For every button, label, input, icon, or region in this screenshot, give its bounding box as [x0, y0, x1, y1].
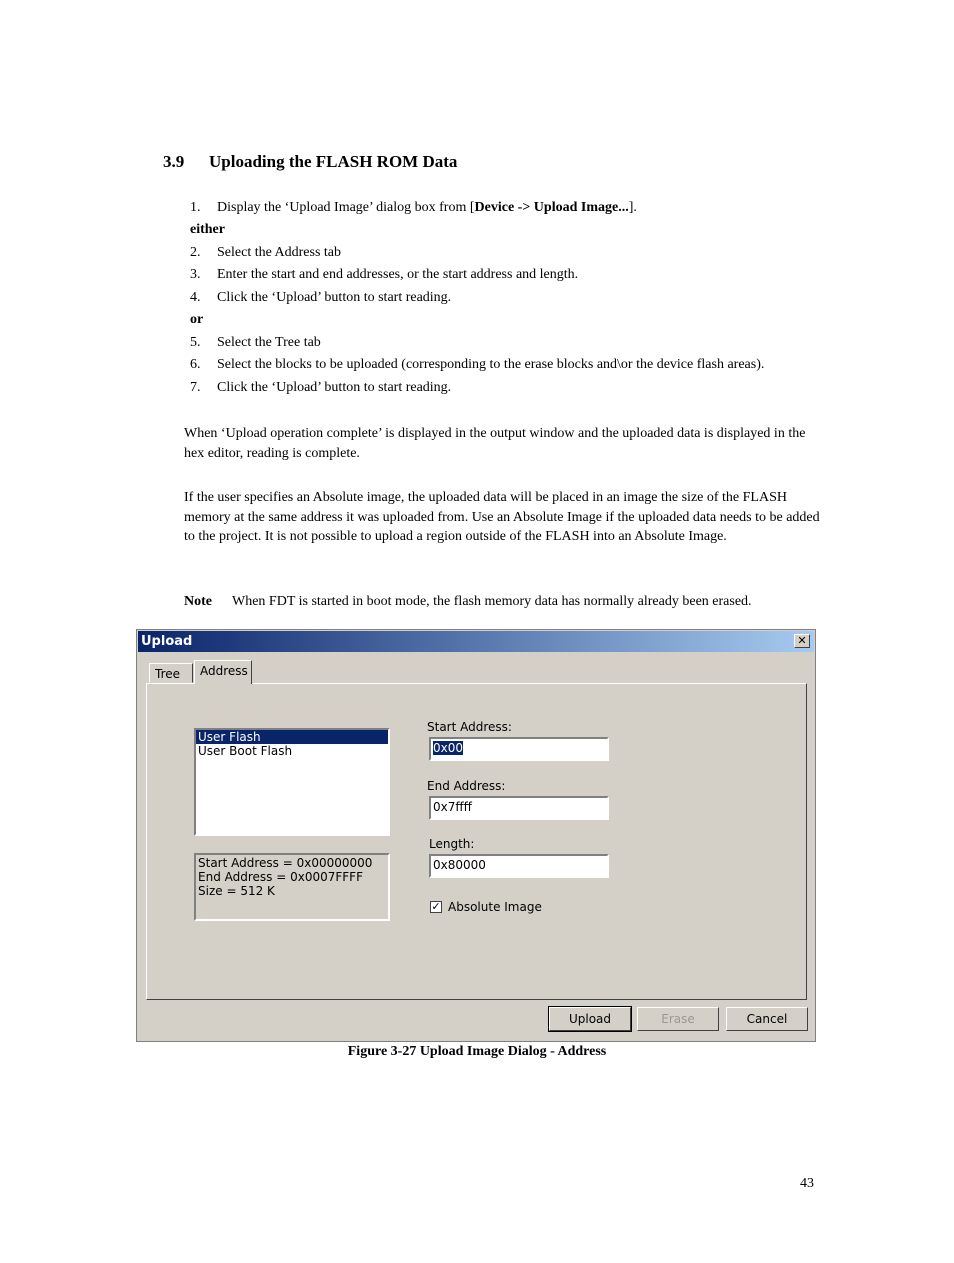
list-item-user-boot-flash[interactable]: User Boot Flash	[198, 744, 293, 758]
step-1-pre: Display the ‘Upload Image’ dialog box from [	[217, 200, 475, 215]
absolute-image-label: Absolute Image	[448, 900, 542, 914]
step-4-number: 4.	[190, 290, 201, 305]
or-label: or	[190, 312, 204, 327]
step-3-number: 3.	[190, 267, 201, 282]
either-label: either	[190, 222, 225, 237]
paragraph-absolute-image: If the user specifies an Absolute image, the uploaded data will be placed in an image the size of the FLASH memory at the same address it was uploaded from. Use an Absolute Image if the uploaded data needs to be added to the project. It is not possible to upload a region outside of the FLASH into an Absolute Image.	[184, 490, 820, 544]
list-item-user-flash[interactable]: User Flash	[196, 730, 388, 744]
note-label: Note	[184, 594, 212, 609]
step-1-post: ].	[628, 200, 637, 215]
address-tab-panel	[146, 683, 807, 1000]
upload-dialog	[136, 629, 816, 1042]
figure-caption: Figure 3-27 Upload Image Dialog - Address	[347, 1044, 607, 1059]
section-number: 3.9	[163, 152, 185, 171]
tab-tree[interactable]: Tree	[149, 663, 193, 683]
section-title: Uploading the FLASH ROM Data	[209, 152, 458, 171]
end-address-label: End Address:	[427, 779, 506, 793]
step-6-text: Select the blocks to be uploaded (corresponding to the erase blocks and\or the device flash areas).	[217, 357, 765, 372]
step-1-number: 1.	[190, 200, 201, 215]
tab-address[interactable]: Address	[194, 660, 252, 684]
end-address-field[interactable]: 0x7ffff	[429, 796, 609, 820]
step-5-number: 5.	[190, 335, 201, 350]
info-size: Size = 512 K	[198, 884, 275, 898]
close-icon[interactable]: ✕	[794, 634, 810, 648]
start-address-field[interactable]	[429, 737, 609, 761]
upload-button[interactable]: Upload	[549, 1007, 631, 1031]
step-5-text: Select the Tree tab	[217, 335, 321, 350]
step-3-text: Enter the start and end addresses, or the start address and length.	[217, 267, 579, 282]
step-7-text: Click the ‘Upload’ button to start reading.	[217, 380, 452, 395]
length-label: Length:	[429, 837, 475, 851]
area-info-box	[194, 853, 390, 921]
dialog-titlebar	[138, 631, 814, 652]
dialog-title: Upload	[141, 634, 193, 649]
step-6-number: 6.	[190, 357, 201, 372]
step-4-text: Click the ‘Upload’ button to start reading.	[217, 290, 452, 305]
erase-button[interactable]: Erase	[637, 1007, 719, 1031]
step-2-number: 2.	[190, 245, 201, 260]
step-2-text: Select the Address tab	[217, 245, 342, 260]
flash-area-list[interactable]	[194, 728, 390, 836]
step-1-text	[217, 200, 637, 216]
info-start-address: Start Address = 0x00000000	[198, 856, 373, 870]
step-1-menu-path: Device -> Upload Image...	[474, 200, 629, 215]
cancel-button[interactable]: Cancel	[726, 1007, 808, 1031]
absolute-image-checkbox[interactable]: ✓	[431, 900, 441, 913]
paragraph-upload-complete: When ‘Upload operation complete’ is displayed in the output window and the uploaded data is displayed in the hex editor, reading is complete.	[184, 426, 806, 461]
start-address-value: 0x00	[433, 741, 464, 755]
start-address-label: Start Address:	[427, 720, 512, 734]
note-text: When FDT is started in boot mode, the flash memory data has normally already been erased.	[232, 594, 752, 609]
length-field[interactable]: 0x80000	[429, 854, 609, 878]
page-number: 43	[800, 1176, 814, 1191]
info-end-address: End Address = 0x0007FFFF	[198, 870, 363, 884]
step-7-number: 7.	[190, 380, 201, 395]
